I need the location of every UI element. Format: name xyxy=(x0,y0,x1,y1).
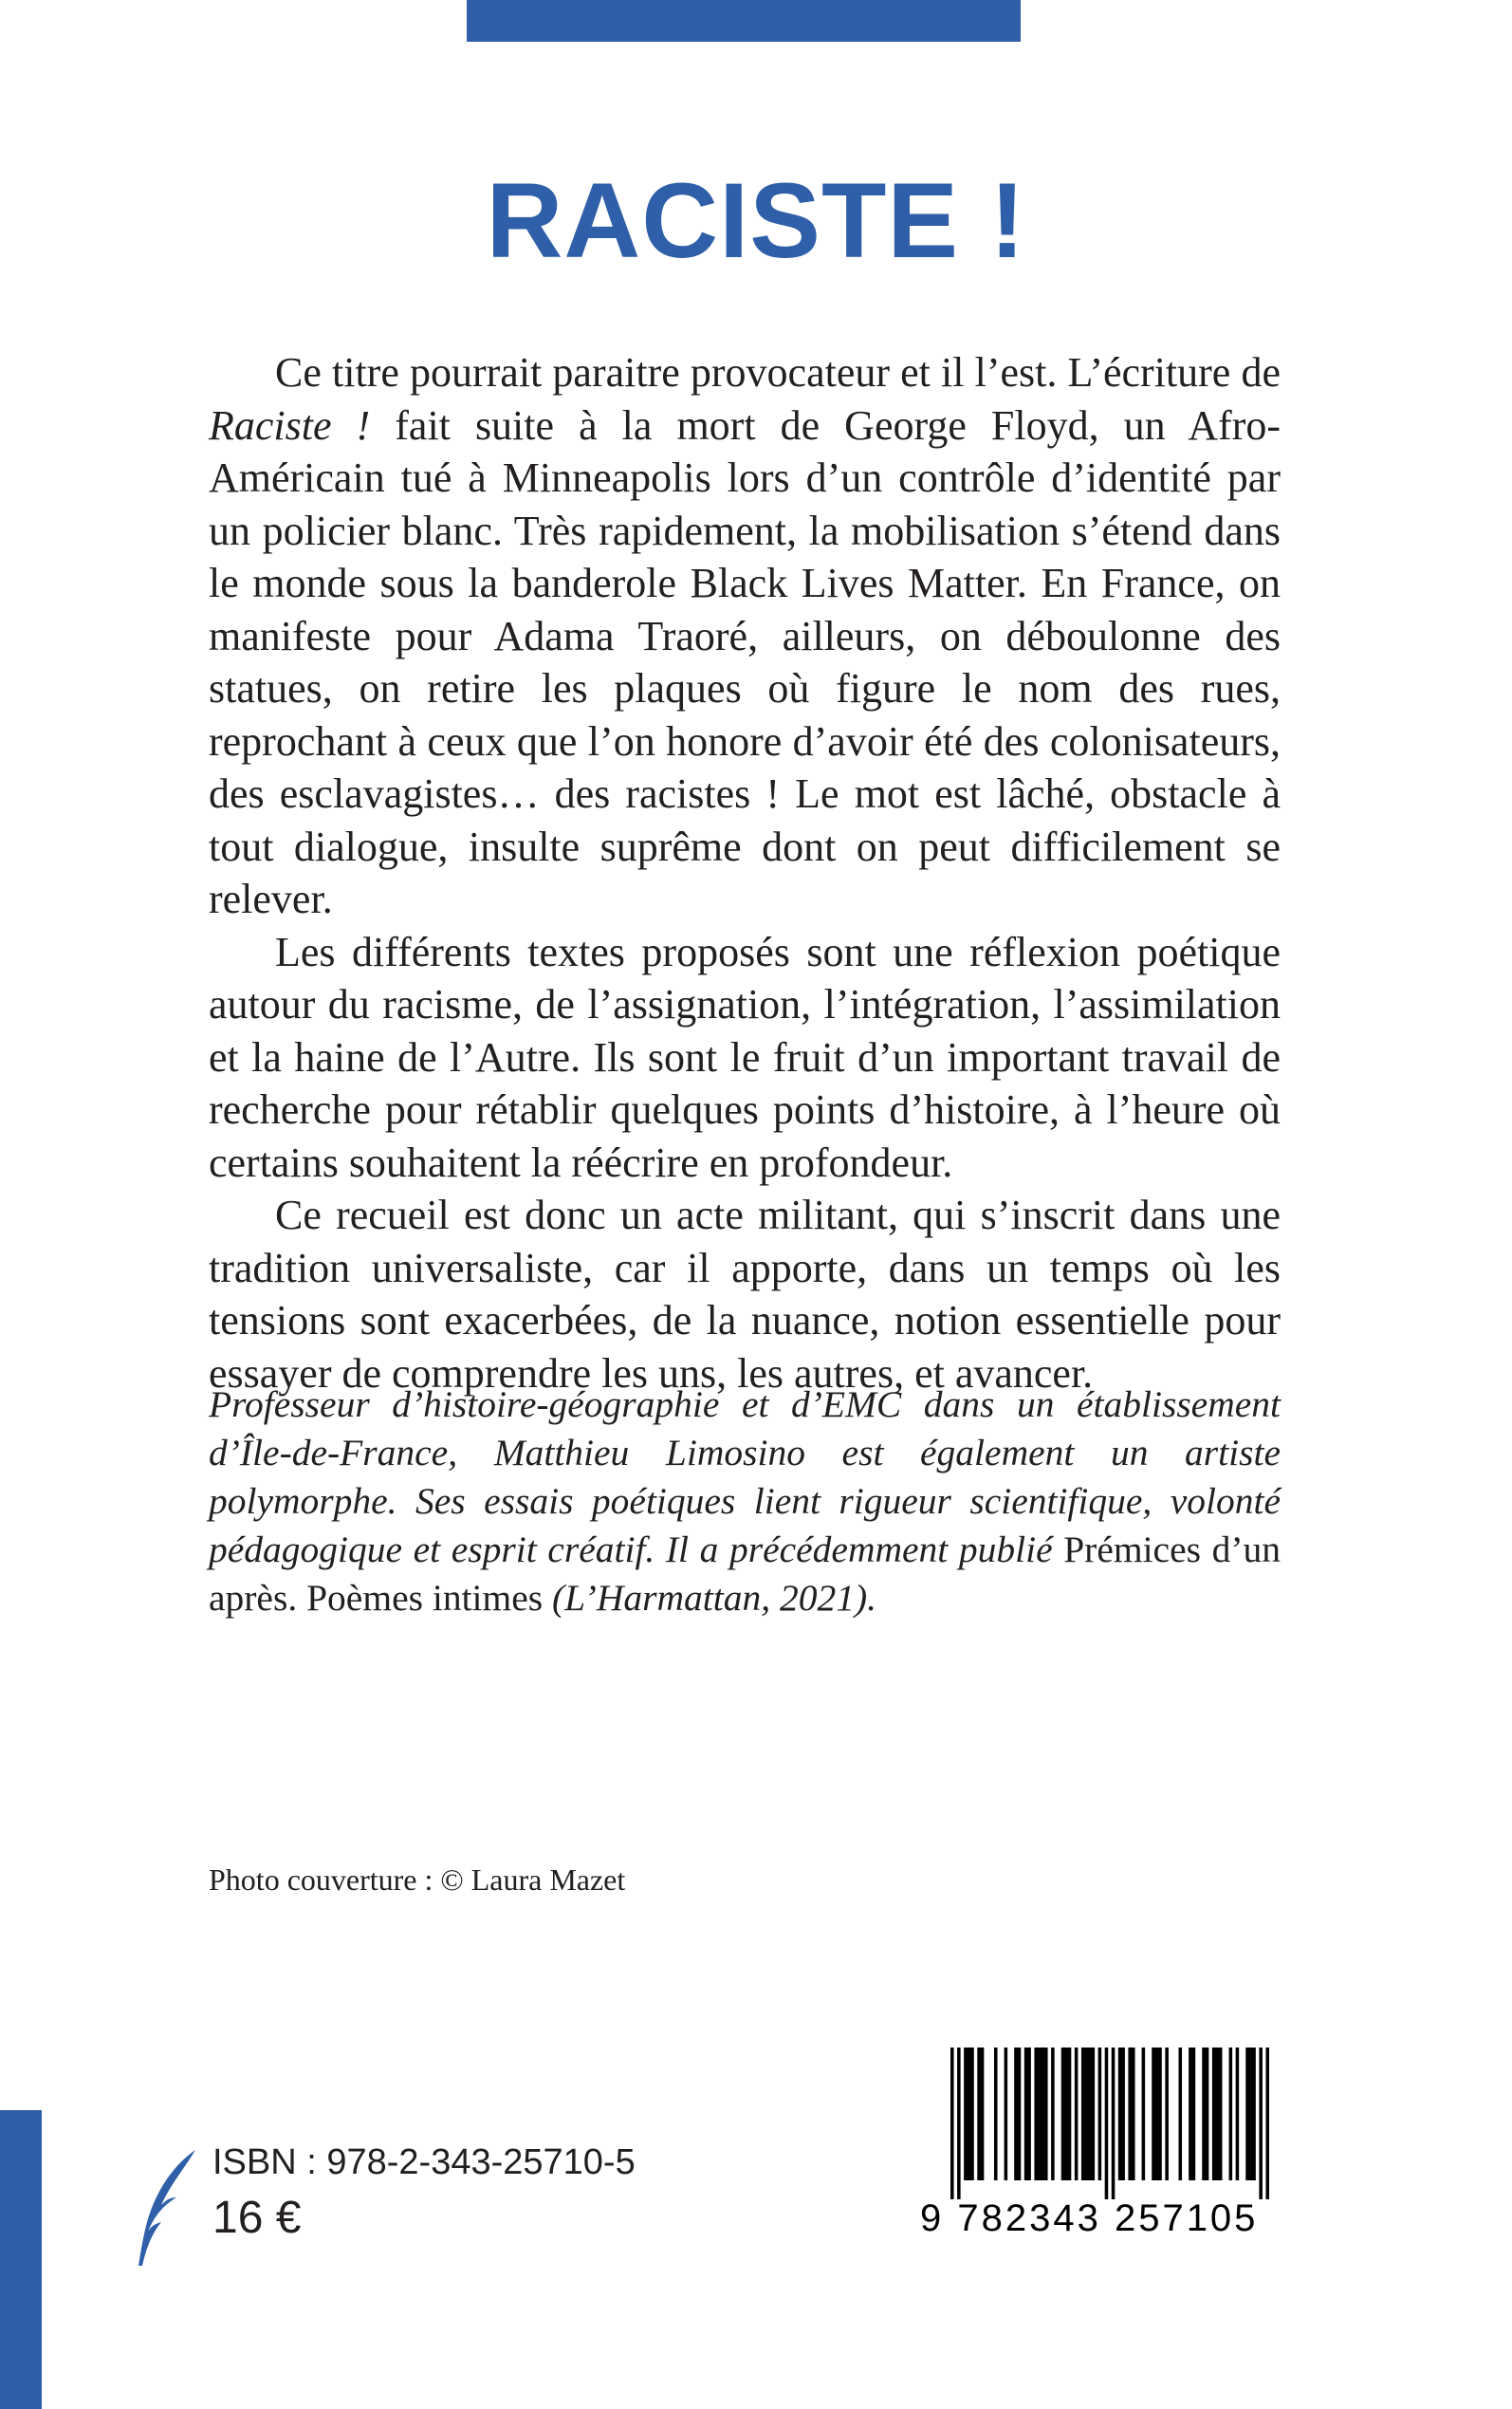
barcode-bar xyxy=(1165,2048,1169,2180)
barcode-bar xyxy=(1061,2048,1072,2180)
barcode-bar xyxy=(1112,2048,1116,2199)
barcode-bar xyxy=(1098,2048,1102,2180)
barcode-bar xyxy=(1081,2048,1095,2180)
barcode-bar xyxy=(1034,2048,1047,2180)
text-run: Ce recueil est donc un acte militant, qui s’inscrit dans une tradition universaliste, car il apporte, dans un temps où les tensions sont exacerbées, de la nuance, notion essentielle pour essayer de comprendre les uns, les autres, et avancer. xyxy=(209,1192,1281,1397)
side-accent-band xyxy=(0,2110,42,2409)
price: 16 € xyxy=(212,2193,302,2243)
top-accent-band xyxy=(467,0,1021,42)
barcode-bar xyxy=(1245,2048,1256,2180)
text-run: Ce titre pourrait paraitre provocateur et il l’est. L’écriture de xyxy=(275,349,1281,396)
blurb-paragraph-3 xyxy=(209,1189,1281,1399)
feather-icon xyxy=(133,2146,199,2270)
previous-book-title: Prémices d’un après. Poèmes intimes xyxy=(209,1529,1281,1619)
book-title: RACISTE ! xyxy=(486,161,1026,280)
barcode-bar xyxy=(1189,2048,1195,2180)
barcode-bar xyxy=(1128,2048,1134,2180)
barcode-bar xyxy=(1236,2048,1240,2180)
barcode-bar xyxy=(1229,2048,1233,2180)
barcode-bar xyxy=(964,2048,974,2180)
blurb xyxy=(209,346,1281,1399)
blurb-paragraph-1 xyxy=(209,346,1281,926)
barcode-bar xyxy=(1142,2048,1146,2180)
barcode-bar xyxy=(1024,2048,1031,2180)
barcode-bar xyxy=(1051,2048,1055,2180)
barcode-bar xyxy=(950,2048,954,2199)
isbn: ISBN : 978-2-343-25710-5 xyxy=(212,2142,636,2182)
barcode-bar xyxy=(1075,2048,1079,2180)
barcode-digits: 9 782343 257105 xyxy=(920,2197,1259,2239)
barcode-bar xyxy=(1259,2048,1263,2199)
barcode-bar xyxy=(1202,2048,1208,2180)
barcode-bar xyxy=(977,2048,984,2180)
barcode-bar xyxy=(1005,2048,1008,2180)
author-bio xyxy=(209,1381,1281,1622)
barcode-bar xyxy=(1212,2048,1223,2180)
italic-run: Raciste ! xyxy=(209,401,371,449)
barcode-bar xyxy=(1105,2048,1109,2199)
bio-publisher: (L’Harmattan, 2021). xyxy=(543,1577,876,1619)
barcode-bar xyxy=(1179,2048,1183,2180)
blurb-paragraph-2 xyxy=(209,926,1281,1190)
barcode-bar xyxy=(1014,2048,1021,2180)
barcode-bar xyxy=(1118,2048,1125,2180)
barcode-bar xyxy=(1265,2048,1269,2199)
text-run: fait suite à la mort de George Floyd, un Afro-Américain tué à Minneapolis lors d’un contrôle d’identité par un policier blanc. Très rapidement, la mobilisation s’étend dans le monde sous la banderole Black Lives Matter. En France, on manifeste pour Adama Traoré, ailleurs, on déboulonne des statues, on retire les plaques où figure le nom des rues, reprochant à ceux que l’on honore d’avoir été des colonisateurs, des esclavagistes… des racistes ! Le mot est lâché, obstacle à tout dialogue, insulte suprême dont on peut difficilement se relever. xyxy=(209,401,1281,922)
barcode-bar xyxy=(957,2048,961,2199)
photo-credit: Photo couverture : © Laura Mazet xyxy=(209,1862,626,1897)
barcode-bar xyxy=(1152,2048,1162,2180)
barcode-bar xyxy=(994,2048,998,2180)
text-run: Les différents textes proposés sont une réflexion poétique autour du racisme, de l’assignation, l’intégration, l’assimilation et la haine de l’Autre. Ils sont le fruit d’un important travail de recherche pour rétablir quelques points d’histoire, à l’heure où certains souhaitent la réécrire en profondeur. xyxy=(209,928,1281,1186)
bio-text: Professeur d’histoire-géographie et d’EMC dans un établissement d’Île-de-France, Matthieu Limosino est également un artiste polymorphe. Ses essais poétiques lient rigueur scientifique, volonté pédagogique et esprit créatif. Il a précédemment publié xyxy=(209,1383,1281,1570)
